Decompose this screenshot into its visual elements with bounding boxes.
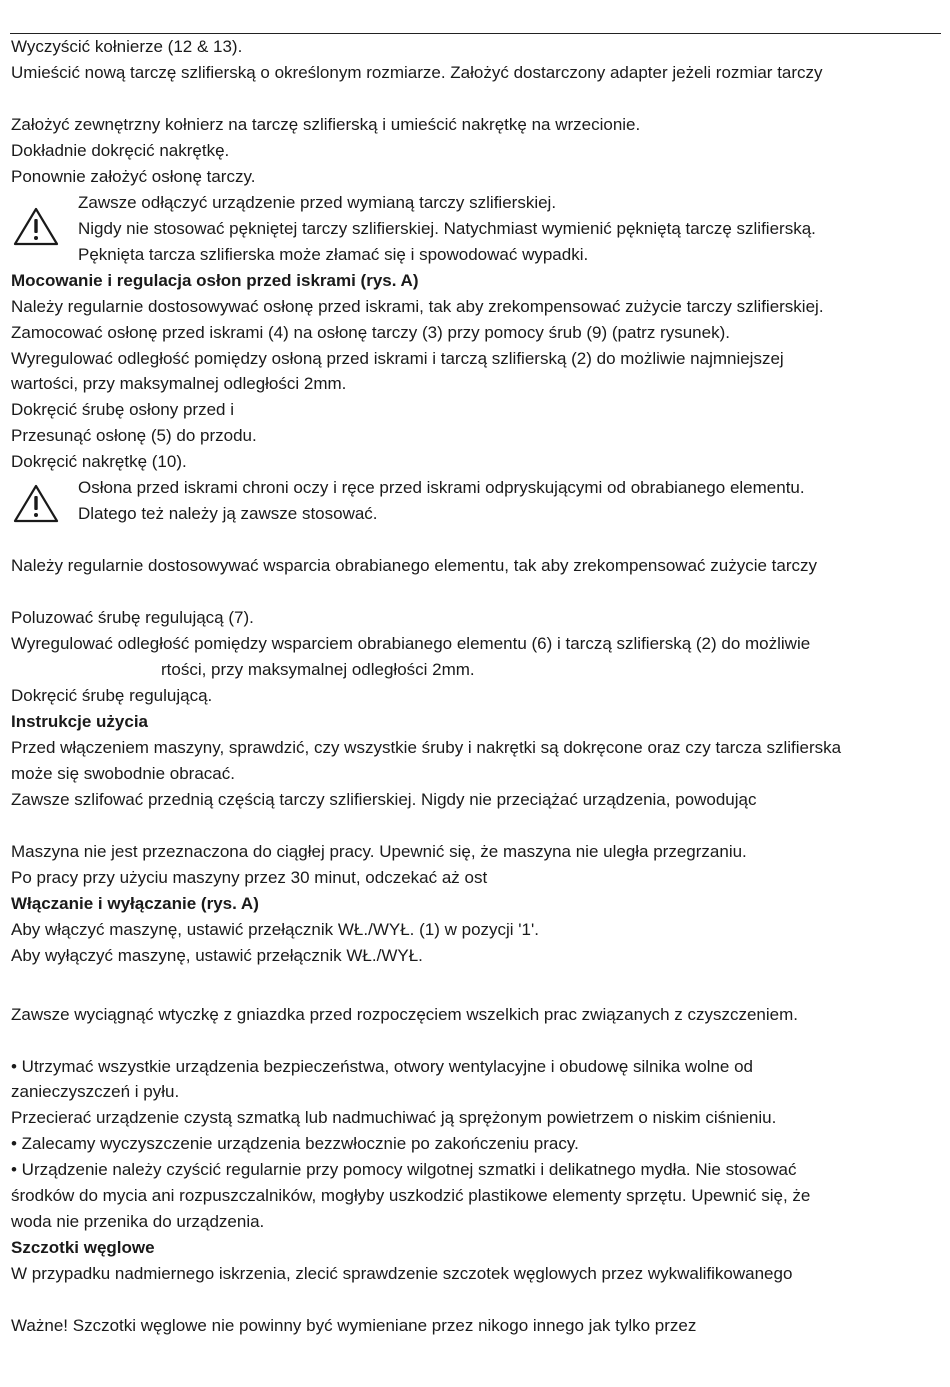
section-heading: Instrukcje użycia bbox=[11, 712, 149, 731]
warning-triangle-icon bbox=[13, 206, 59, 246]
text-line: może się swobodnie obracać. bbox=[11, 764, 235, 783]
warning-text: Zawsze odłączyć urządzenie przed wymianą tarczy szlifierskiej. bbox=[78, 193, 557, 212]
section-heading: Włączanie i wyłączanie (rys. A) bbox=[11, 894, 259, 913]
warning-text: Nigdy nie stosować pękniętej tarczy szlifierskiej. Natychmiast wymienić pękniętą tarczę szlifierską. bbox=[78, 219, 816, 238]
warning-triangle-icon bbox=[13, 483, 59, 523]
text-line: Umieścić nową tarczę szlifierską o określonym rozmiarze. Założyć dostarczony adapter jeżeli rozmiar tarczy bbox=[11, 63, 823, 82]
text-line: Dokręcić śrubę regulującą. bbox=[11, 686, 213, 705]
text-line: woda nie przenika do urządzenia. bbox=[11, 1212, 265, 1231]
text-line: zanieczyszczeń i pyłu. bbox=[11, 1082, 180, 1101]
text-line: Należy regularnie dostosowywać osłonę przed iskrami, tak aby zrekompensować zużycie tarczy szlifierskiej. bbox=[11, 297, 824, 316]
text-line: Wyregulować odległość pomiędzy wsparciem obrabianego elementu (6) i tarczą szlifierską (2) do możliwie bbox=[11, 634, 811, 653]
text-line: Przed włączeniem maszyny, sprawdzić, czy wszystkie śruby i nakrętki są dokręcone oraz czy tarcza szlifierska bbox=[11, 738, 842, 757]
text-line: Zamocować osłonę przed iskrami (4) na osłonę tarczy (3) przy pomocy śrub (9) (patrz rysunek). bbox=[11, 323, 730, 342]
section-heading: Mocowanie i regulacja osłon przed iskrami (rys. A) bbox=[11, 271, 419, 290]
text-line: Dokładnie dokręcić nakrętkę. bbox=[11, 141, 230, 160]
text-line: środków do mycia ani rozpuszczalników, mogłyby uszkodzić plastikowe elementy sprzętu. Upewnić się, że bbox=[11, 1186, 811, 1205]
text-line: Ponownie założyć osłonę tarczy. bbox=[11, 167, 256, 186]
top-rule bbox=[10, 33, 941, 34]
warning-text: Osłona przed iskrami chroni oczy i ręce przed iskrami odpryskującymi od obrabianego elementu. bbox=[78, 478, 805, 497]
text-line: Po pracy przy użyciu maszyny przez 30 minut, odczekać aż ost bbox=[11, 868, 488, 887]
text-line: Maszyna nie jest przeznaczona do ciągłej pracy. Upewnić się, że maszyna nie uległa przegrzaniu. bbox=[11, 842, 747, 861]
text-line: Założyć zewnętrzny kołnierz na tarczę szlifierską i umieścić nakrętkę na wrzecionie. bbox=[11, 115, 641, 134]
text-line: wartości, przy maksymalnej odległości 2mm. bbox=[11, 374, 347, 393]
text-line: Dokręcić śrubę osłony przed i bbox=[11, 400, 234, 419]
text-line: Przesunąć osłonę (5) do przodu. bbox=[11, 426, 257, 445]
text-line: Aby włączyć maszynę, ustawić przełącznik WŁ./WYŁ. (1) w pozycji '1'. bbox=[11, 920, 539, 939]
list-item: • Utrzymać wszystkie urządzenia bezpieczeństwa, otwory wentylacyjne i obudowę silnika wolne od bbox=[11, 1057, 754, 1076]
text-line: Należy regularnie dostosowywać wsparcia obrabianego elementu, tak aby zrekompensować zużycie tarczy bbox=[11, 556, 818, 575]
text-line: Wyczyścić kołnierze (12 & 13). bbox=[11, 37, 243, 56]
text-line: Aby wyłączyć maszynę, ustawić przełącznik WŁ./WYŁ. bbox=[11, 946, 423, 965]
warning-text: Dlatego też należy ją zawsze stosować. bbox=[78, 504, 378, 523]
text-line: Poluzować śrubę regulującą (7). bbox=[11, 608, 254, 627]
warning-text: Pęknięta tarcza szlifierska może złamać się i spowodować wypadki. bbox=[78, 245, 589, 264]
text-line: Wyregulować odległość pomiędzy osłoną przed iskrami i tarczą szlifierską (2) do możliwie najmniejszej bbox=[11, 349, 784, 368]
text-line: rtości, przy maksymalnej odległości 2mm. bbox=[161, 660, 475, 679]
list-item: • Zalecamy wyczyszczenie urządzenia bezzwłocznie po zakończeniu pracy. bbox=[11, 1134, 579, 1153]
text-line: Zawsze wyciągnąć wtyczkę z gniazdka przed rozpoczęciem wszelkich prac związanych z czyszczeniem. bbox=[11, 1005, 799, 1024]
text-line: W przypadku nadmiernego iskrzenia, zlecić sprawdzenie szczotek węglowych przez wykwalifikowanego bbox=[11, 1264, 793, 1283]
section-heading: Szczotki węglowe bbox=[11, 1238, 155, 1257]
text-line: Zawsze szlifować przednią częścią tarczy szlifierskiej. Nigdy nie przeciążać urządzenia, powodując bbox=[11, 790, 757, 809]
text-line: Przecierać urządzenie czystą szmatką lub nadmuchiwać ją sprężonym powietrzem o niskim ciśnieniu. bbox=[11, 1108, 777, 1127]
list-item: • Urządzenie należy czyścić regularnie przy pomocy wilgotnej szmatki i delikatnego mydła. Nie stosować bbox=[11, 1160, 797, 1179]
text-line: Ważne! Szczotki węglowe nie powinny być wymieniane przez nikogo innego jak tylko przez bbox=[11, 1316, 697, 1335]
text-line: Dokręcić nakrętkę (10). bbox=[11, 452, 187, 471]
